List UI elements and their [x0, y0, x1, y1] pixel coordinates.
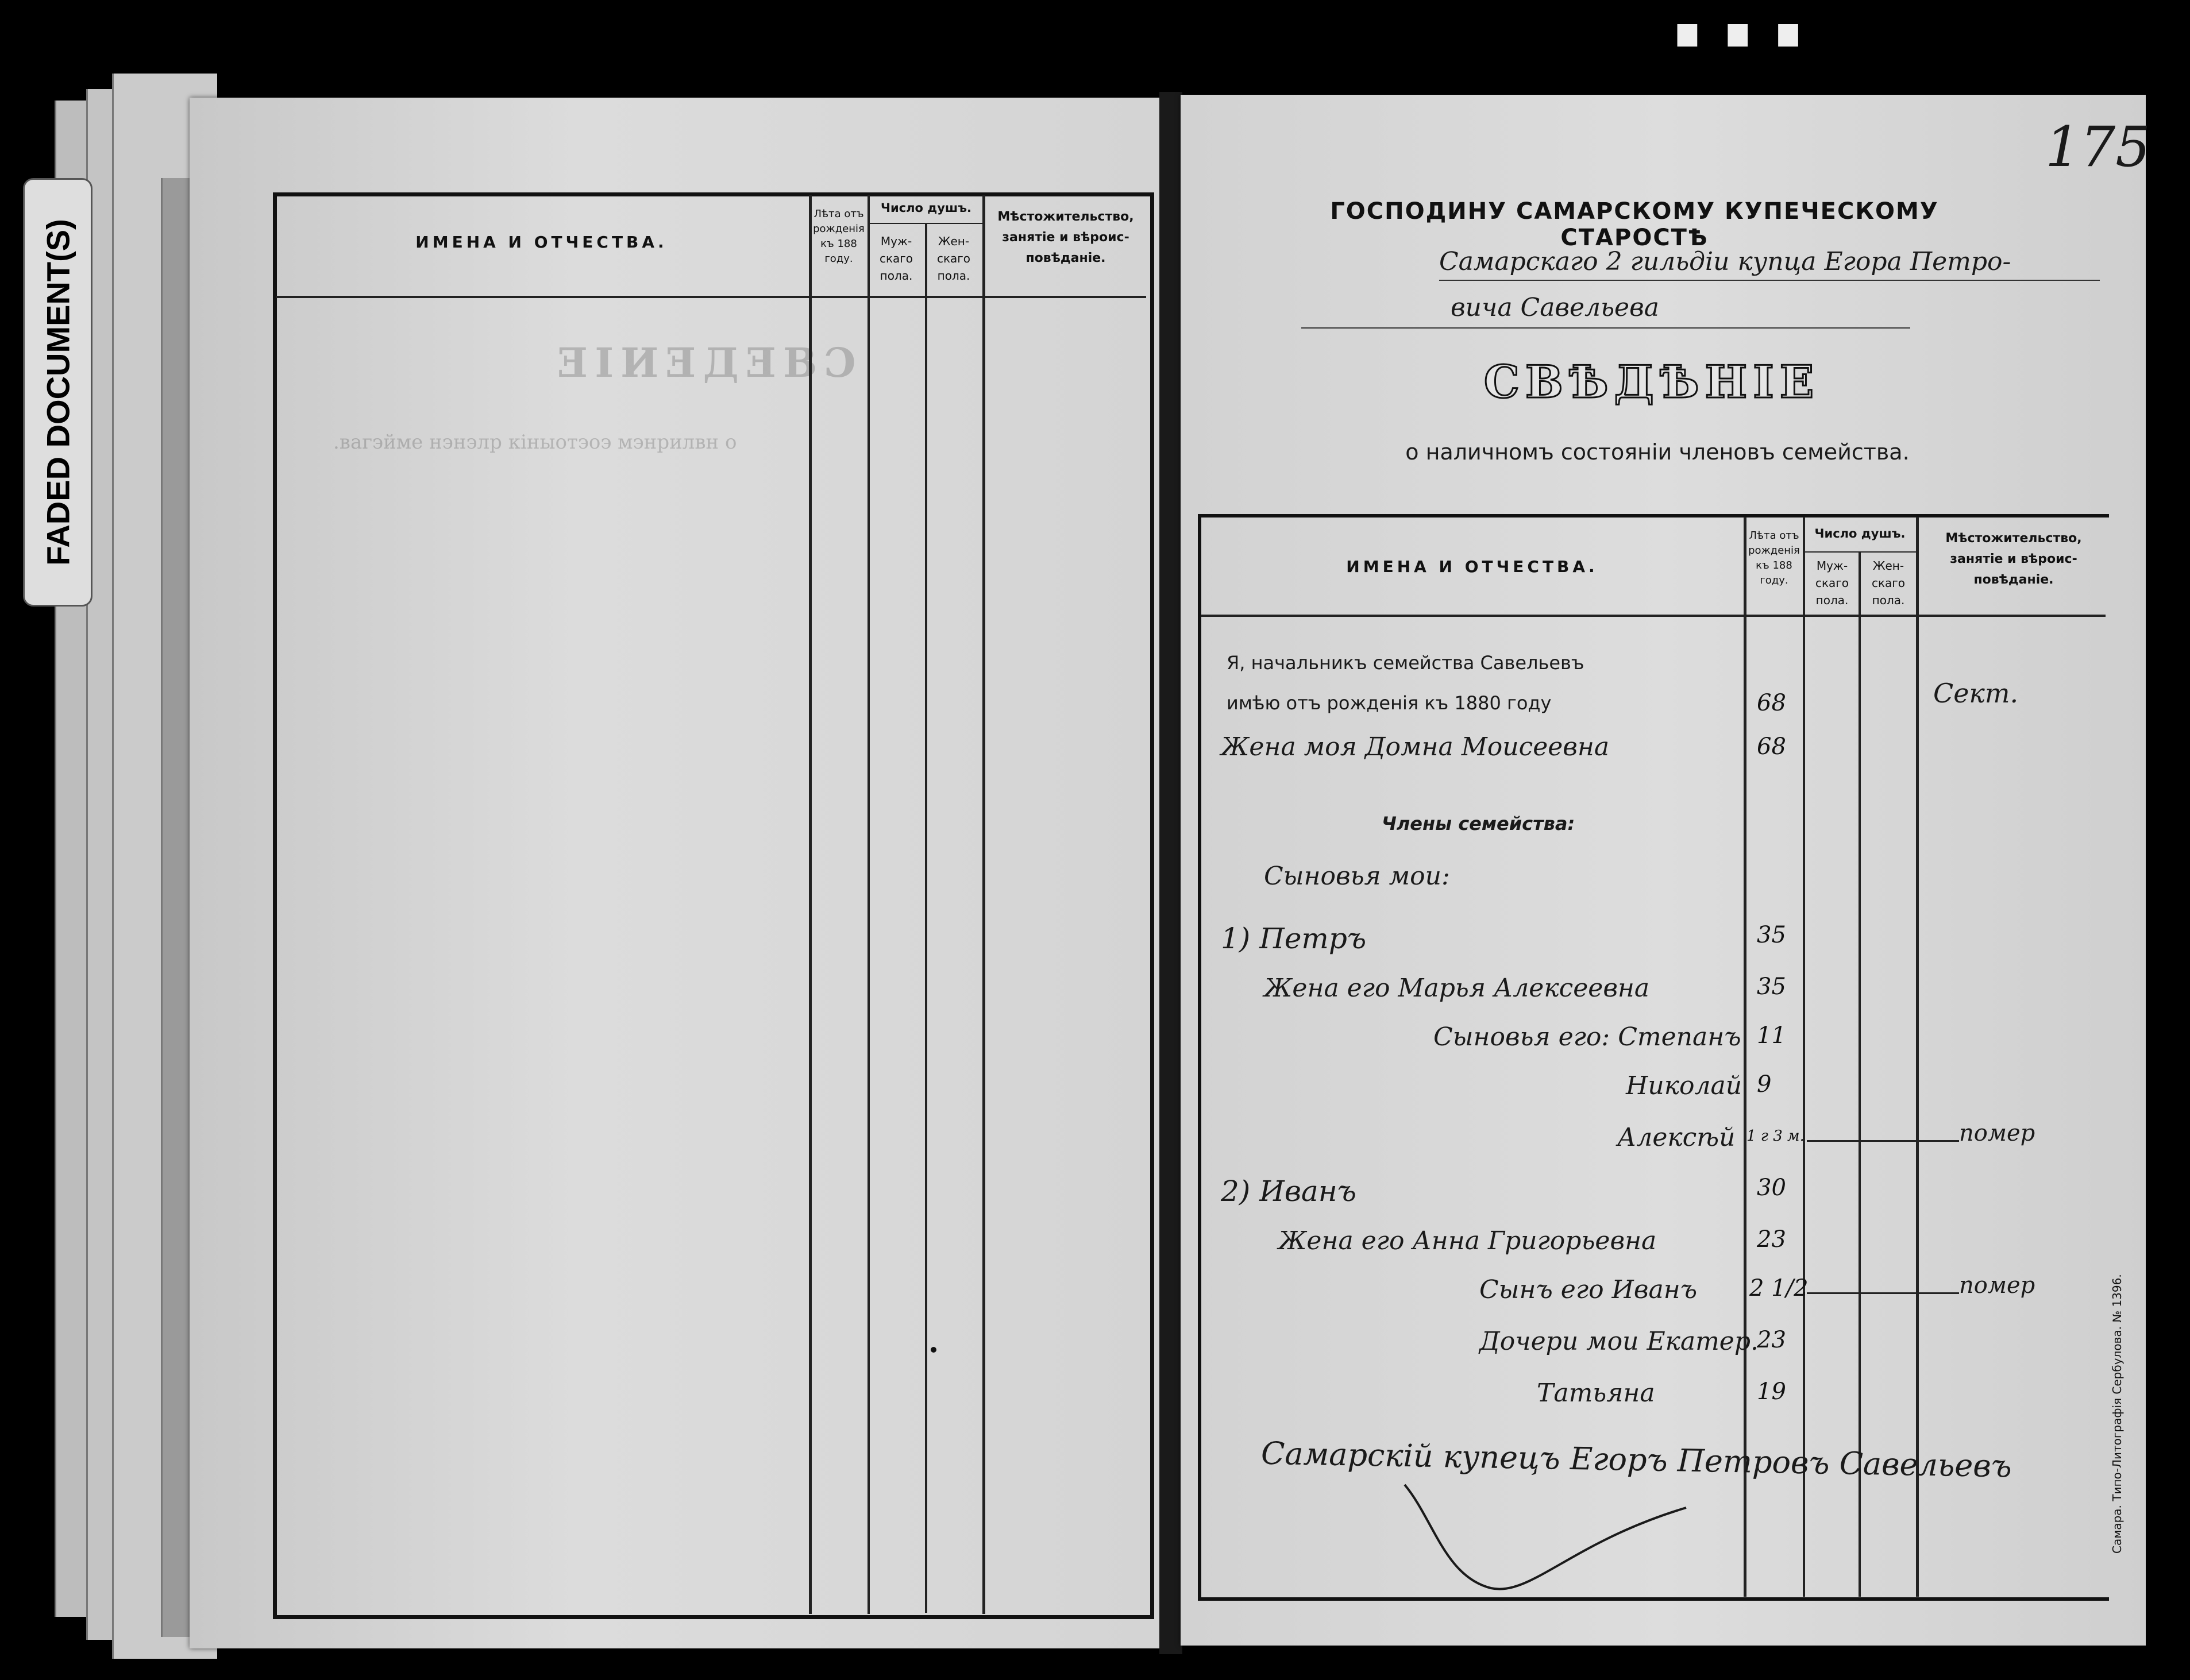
right-col-years-header: Лѣта отъ рожденія къ 188 году.	[1748, 530, 1800, 586]
right-col-female-header: Жен-скаго пола.	[1871, 559, 1906, 607]
entry-row-age: 35	[1757, 922, 1786, 948]
page-number: 175	[2045, 115, 2151, 179]
entry-row-name: 2) Иванъ	[1221, 1175, 1356, 1208]
entry-row-name: Жена его Анна Григорьевна	[1278, 1226, 1657, 1256]
document-subtitle: о наличномъ состояніи членовъ семейства.	[1405, 439, 1910, 465]
entry-row-age: 35	[1757, 974, 1786, 1000]
top-marks: ▆ ▆ ▆	[1678, 17, 1810, 47]
entry-row-age: 30	[1757, 1175, 1786, 1201]
left-col-divider	[809, 195, 812, 1614]
left-col-names-header: ИМЕНА И ОТЧЕСТВА.	[415, 233, 668, 252]
members-title: Члены семейства:	[1382, 813, 1575, 835]
sender-underline	[1439, 280, 2100, 281]
addressee-heading: ГОСПОДИНУ САМАРСКОМУ КУПЕЧЕСКОМУ СТАРОСТѢ	[1330, 198, 1939, 251]
document-title: СВѢДѢНІЕ	[1483, 356, 1820, 408]
entry-row-age: 2 1/2	[1749, 1275, 1809, 1301]
entry-row-name: Николай	[1626, 1071, 1742, 1100]
left-col-divider	[982, 195, 985, 1614]
head-residence-note: Сект.	[1933, 678, 2019, 709]
left-col-residence-header: Мѣстожительство, занятіе и вѣроис-повѣданіе.	[997, 210, 1134, 265]
left-col-years-header: Лѣта отъ рожденія къ 188 году.	[813, 208, 865, 265]
show-through-text: .вагэйме нэнэлр кіныотэоэ мэнрилвн о	[333, 431, 737, 454]
sender-line-2: вича Савельева	[1451, 293, 1659, 322]
signature-flourish	[1399, 1473, 1698, 1611]
wife-age: 68	[1757, 733, 1786, 760]
book-spine	[1159, 92, 1182, 1654]
right-col-male-header: Муж-скаго пола.	[1815, 559, 1849, 607]
wife-line: Жена моя Домна Моисеевна	[1221, 732, 1610, 762]
right-col-divider	[1803, 517, 1805, 1597]
merchant-signature: Самарскій купецъ Егоръ Петровъ Савельевъ	[1260, 1435, 2012, 1485]
head-age: 68	[1757, 690, 1786, 716]
entry-row-name: Татьяна	[1537, 1378, 1655, 1408]
left-dot	[931, 1347, 936, 1353]
left-col-divider	[867, 195, 870, 1614]
left-page	[190, 98, 1160, 1648]
sender-underline	[1301, 327, 1910, 329]
right-col-divider	[1859, 551, 1861, 1597]
faded-document-tab	[23, 178, 92, 607]
head-of-family-line: Я, начальникъ семейства Савельевъ	[1227, 652, 1584, 674]
entry-row-name: Сынъ его Иванъ	[1479, 1275, 1698, 1304]
left-col-female-header: Жен-скаго пола.	[936, 234, 971, 283]
entry-row-name: Сыновья его: Степанъ	[1433, 1022, 1741, 1052]
left-col-souls-header: Число душъ.	[881, 201, 971, 215]
right-col-divider	[1744, 517, 1746, 1597]
printer-imprint: Самара. Типо-Литографія Сербулова. № 1396.	[2110, 1274, 2124, 1554]
deceased-note: помер	[1959, 1120, 2035, 1146]
left-table-frame	[273, 192, 1154, 1619]
entry-row-name: 1) Петръ	[1221, 922, 1367, 955]
entry-row-age: 23	[1757, 1327, 1786, 1353]
right-col-names-header: ИМЕНА И ОТЧЕСТВА.	[1346, 557, 1598, 576]
right-page	[1181, 95, 2151, 1646]
left-header-rule	[276, 296, 1146, 298]
right-col-residence-header: Мѣстожительство, занятіе и вѣроис-повѣданіе.	[1945, 531, 2082, 587]
right-header-rule	[1201, 615, 2106, 617]
head-birth-line: имѣю отъ рожденія къ 1880 году	[1227, 692, 1552, 714]
sons-title: Сыновья мои:	[1264, 862, 1450, 891]
right-col-souls-header: Число душъ.	[1814, 527, 1906, 540]
entry-row-name: Дочери мои Екатер.	[1479, 1327, 1759, 1356]
left-souls-rule	[867, 223, 982, 224]
tab-label: FADED DOCUMENT(S)	[40, 219, 76, 566]
entry-row-age: 23	[1757, 1226, 1786, 1253]
sender-line-1: Самарскаго 2 гильдіи купца Егора Петро-	[1439, 247, 2011, 276]
deceased-note: помер	[1959, 1272, 2035, 1299]
left-col-male-header: Муж-скаго пола.	[879, 234, 913, 283]
left-col-divider	[925, 223, 927, 1613]
show-through-text: ƎIИƎДƎВƆ	[557, 339, 863, 387]
entry-row-age: 11	[1757, 1022, 1786, 1049]
entry-row-name: Алексѣй	[1617, 1123, 1736, 1152]
deceased-dash	[1807, 1140, 1959, 1142]
entry-row-age: 1 г 3 м.	[1746, 1127, 1805, 1145]
deceased-dash	[1807, 1292, 1959, 1294]
entry-row-age: 9	[1757, 1071, 1772, 1098]
entry-row-age: 19	[1757, 1378, 1786, 1405]
right-souls-rule	[1803, 551, 1916, 553]
entry-row-name: Жена его Марья Алексеевна	[1264, 974, 1650, 1003]
right-col-divider	[1916, 517, 1919, 1597]
